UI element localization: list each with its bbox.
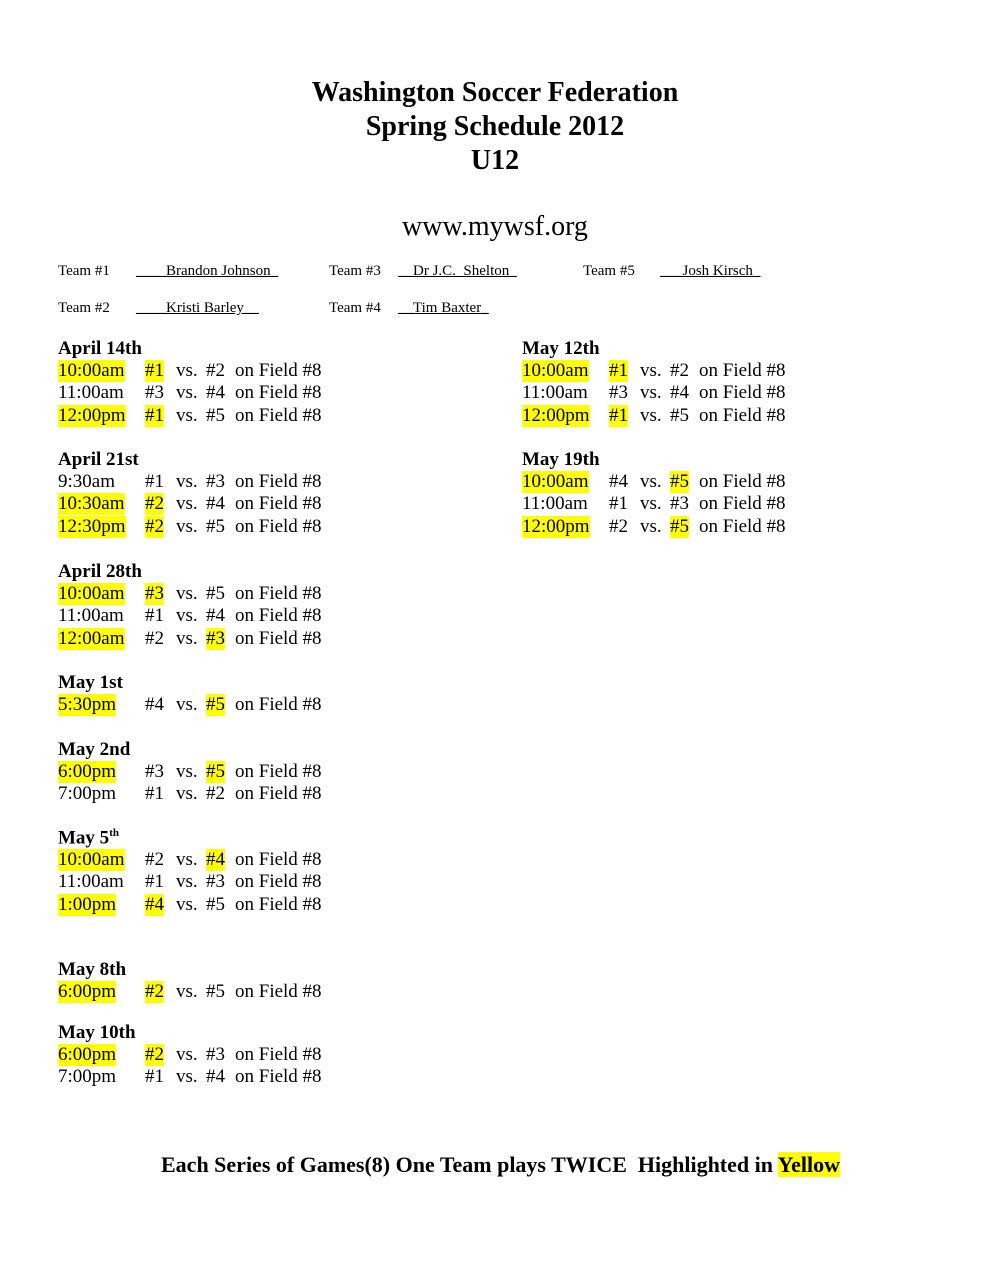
game-time: 12:00pm xyxy=(58,404,126,426)
game-field: on Field #8 xyxy=(699,515,786,537)
game-vs: vs. xyxy=(640,404,662,426)
game-away: #4 xyxy=(206,849,225,870)
game-vs: vs. xyxy=(176,849,198,870)
game-vs: vs. xyxy=(640,493,662,515)
team-label: Team #3 xyxy=(329,263,381,279)
day-heading: May 8th xyxy=(58,959,127,980)
game-away: #5 xyxy=(670,404,689,426)
team-label: Team #1 xyxy=(58,263,110,279)
game-away: #5 xyxy=(670,515,689,537)
day-heading: May 10th xyxy=(58,1022,136,1043)
team-coach-name: ___Josh Kirsch_ xyxy=(660,263,761,279)
game-field: on Field #8 xyxy=(235,605,322,627)
game-away: #5 xyxy=(206,583,225,604)
game-home: #3 xyxy=(145,583,164,604)
game-field: on Field #8 xyxy=(235,627,322,649)
team-coach-name: __Tim Baxter_ xyxy=(398,300,489,316)
day-heading: May 12th xyxy=(522,338,600,359)
day-heading-main: May 5 xyxy=(58,827,110,849)
game-field: on Field #8 xyxy=(235,583,322,604)
game-vs: vs. xyxy=(176,471,198,492)
game-away: #5 xyxy=(206,981,225,1002)
game-vs: vs. xyxy=(176,493,198,515)
game-home: #1 xyxy=(609,493,628,515)
game-vs: vs. xyxy=(176,783,198,805)
day-heading: April 21st xyxy=(58,449,139,470)
game-away: #3 xyxy=(206,871,225,893)
game-home: #2 xyxy=(145,493,164,515)
game-home: #1 xyxy=(145,605,164,627)
game-field: on Field #8 xyxy=(699,471,786,492)
game-away: #3 xyxy=(206,627,225,649)
game-home: #1 xyxy=(145,404,164,426)
game-home: #2 xyxy=(145,627,164,649)
game-time: 12:00am xyxy=(58,627,125,649)
game-home: #4 xyxy=(609,471,628,492)
doc-subtitle: Spring Schedule 2012 xyxy=(365,111,625,142)
game-field: on Field #8 xyxy=(235,981,322,1002)
game-away: #2 xyxy=(206,783,225,805)
game-vs: vs. xyxy=(640,471,662,492)
game-away: #4 xyxy=(206,382,225,404)
game-time: 10:00am xyxy=(522,471,589,492)
game-field: on Field #8 xyxy=(235,515,322,537)
footer-highlight-word: Yellow xyxy=(777,1152,840,1177)
game-field: on Field #8 xyxy=(699,382,786,404)
game-time: 7:00pm xyxy=(58,1066,117,1088)
game-time: 1:00pm xyxy=(58,893,117,915)
game-vs: vs. xyxy=(176,605,198,627)
day-heading-suffix: th xyxy=(109,827,119,839)
game-time: 11:00am xyxy=(522,493,588,515)
game-home: #1 xyxy=(145,783,164,805)
game-vs: vs. xyxy=(176,627,198,649)
game-field: on Field #8 xyxy=(699,404,786,426)
game-field: on Field #8 xyxy=(235,471,322,492)
game-away: #5 xyxy=(206,893,225,915)
game-field: on Field #8 xyxy=(235,849,322,870)
game-vs: vs. xyxy=(176,360,198,381)
footer-text: Each Series of Games(8) One Team plays TWICE Highlighted in xyxy=(161,1152,778,1177)
game-time: 6:00pm xyxy=(58,981,117,1002)
team-label: Team #4 xyxy=(329,300,381,316)
game-away: #5 xyxy=(206,404,225,426)
day-heading: April 14th xyxy=(58,338,142,359)
game-home: #2 xyxy=(145,1044,164,1065)
game-home: #1 xyxy=(145,360,164,381)
game-field: on Field #8 xyxy=(235,382,322,404)
game-time: 12:30pm xyxy=(58,515,126,537)
game-time: 11:00am xyxy=(58,382,124,404)
game-time: 9:30am xyxy=(58,471,115,492)
team-label: Team #2 xyxy=(58,300,110,316)
game-vs: vs. xyxy=(176,694,198,715)
game-home: #3 xyxy=(145,382,164,404)
game-time: 10:00am xyxy=(58,360,125,381)
game-vs: vs. xyxy=(176,515,198,537)
game-time: 11:00am xyxy=(522,382,588,404)
footer-note xyxy=(0,1126,990,1178)
game-away: #3 xyxy=(206,1044,225,1065)
team-coach-name: ____Kristi Barley__ xyxy=(136,300,259,316)
game-away: #4 xyxy=(206,605,225,627)
game-vs: vs. xyxy=(176,761,198,782)
game-away: #5 xyxy=(670,471,689,492)
game-time: 6:00pm xyxy=(58,761,117,782)
game-field: on Field #8 xyxy=(235,1066,322,1088)
game-home: #1 xyxy=(609,360,628,381)
game-vs: vs. xyxy=(176,583,198,604)
game-field: on Field #8 xyxy=(235,360,322,381)
game-vs: vs. xyxy=(176,871,198,893)
game-home: #2 xyxy=(609,515,628,537)
game-field: on Field #8 xyxy=(235,893,322,915)
game-home: #2 xyxy=(145,981,164,1002)
game-vs: vs. xyxy=(176,981,198,1002)
game-vs: vs. xyxy=(176,382,198,404)
game-vs: vs. xyxy=(176,404,198,426)
game-away: #3 xyxy=(206,471,225,492)
game-time: 12:00pm xyxy=(522,515,590,537)
game-away: #5 xyxy=(206,515,225,537)
game-home: #2 xyxy=(145,515,164,537)
game-field: on Field #8 xyxy=(235,694,322,715)
game-time: 11:00am xyxy=(58,605,124,627)
game-home: #3 xyxy=(145,761,164,782)
day-heading: May 2nd xyxy=(58,739,131,760)
game-field: on Field #8 xyxy=(235,761,322,782)
day-heading xyxy=(58,827,119,849)
team-coach-name: __Dr J.C. Shelton_ xyxy=(398,263,517,279)
game-time: 5:30pm xyxy=(58,694,117,715)
game-vs: vs. xyxy=(176,1044,198,1065)
game-away: #2 xyxy=(206,360,225,381)
game-away: #4 xyxy=(206,1066,225,1088)
game-home: #4 xyxy=(145,694,164,715)
game-away: #2 xyxy=(670,360,689,381)
day-heading: April 28th xyxy=(58,561,142,582)
game-vs: vs. xyxy=(640,382,662,404)
game-home: #4 xyxy=(145,893,164,915)
game-home: #3 xyxy=(609,382,628,404)
day-heading: May 1st xyxy=(58,672,123,693)
day-heading: May 19th xyxy=(522,449,600,470)
game-away: #4 xyxy=(206,493,225,515)
game-field: on Field #8 xyxy=(235,404,322,426)
game-vs: vs. xyxy=(640,515,662,537)
doc-title: Washington Soccer Federation xyxy=(311,77,679,108)
game-field: on Field #8 xyxy=(235,493,322,515)
team-label: Team #5 xyxy=(583,263,635,279)
game-away: #3 xyxy=(670,493,689,515)
game-time: 10:30am xyxy=(58,493,125,515)
game-away: #4 xyxy=(670,382,689,404)
game-field: on Field #8 xyxy=(235,1044,322,1065)
game-time: 10:00am xyxy=(58,849,125,870)
game-home: #1 xyxy=(145,1066,164,1088)
game-home: #1 xyxy=(145,871,164,893)
team-coach-name: ____Brandon Johnson_ xyxy=(136,263,279,279)
game-field: on Field #8 xyxy=(699,360,786,381)
game-home: #1 xyxy=(145,471,164,492)
game-time: 7:00pm xyxy=(58,783,117,805)
game-time: 12:00pm xyxy=(522,404,590,426)
game-time: 10:00am xyxy=(58,583,125,604)
game-away: #5 xyxy=(206,694,225,715)
game-vs: vs. xyxy=(176,893,198,915)
game-time: 10:00am xyxy=(522,360,589,381)
game-field: on Field #8 xyxy=(235,783,322,805)
age-group: U12 xyxy=(470,145,520,176)
game-away: #5 xyxy=(206,761,225,782)
game-time: 11:00am xyxy=(58,871,124,893)
game-time: 6:00pm xyxy=(58,1044,117,1065)
game-home: #2 xyxy=(145,849,164,870)
game-home: #1 xyxy=(609,404,628,426)
website-link[interactable]: www.mywsf.org xyxy=(402,211,588,242)
game-field: on Field #8 xyxy=(235,871,322,893)
game-vs: vs. xyxy=(176,1066,198,1088)
game-field: on Field #8 xyxy=(699,493,786,515)
game-vs: vs. xyxy=(640,360,662,381)
